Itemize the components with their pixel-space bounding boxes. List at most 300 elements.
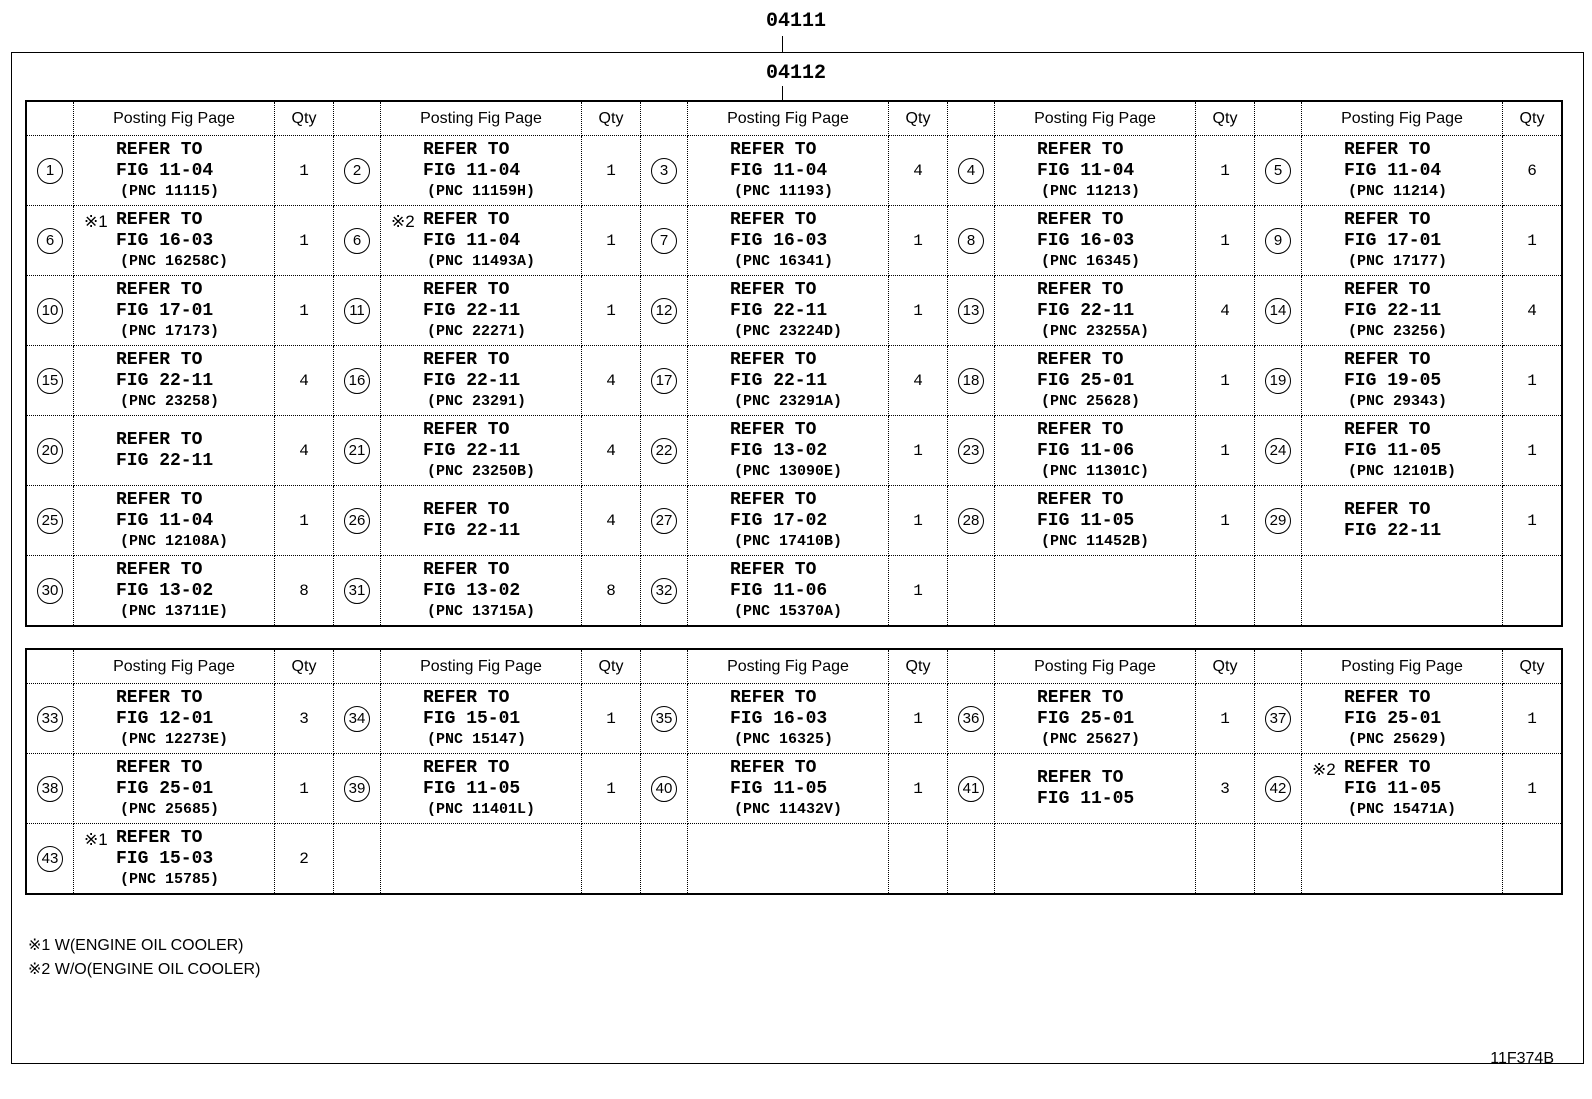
pnc-number: (PNC 15471A) [1348,800,1457,818]
fig-page: FIG 22-11 [116,370,214,391]
pnc-number: (PNC 11401L) [427,800,536,818]
header-blank [334,649,381,684]
item-number: 5 [1265,158,1291,184]
qty-cell [1196,276,1255,346]
qty-cell [1503,276,1563,346]
table-row [26,416,1562,486]
pnc-number: (PNC 23291A) [734,392,843,410]
qty-value: 1 [606,301,616,320]
item-number: 30 [37,578,63,604]
reference-text [1302,688,1502,750]
item-number: 17 [651,368,677,394]
fig-page: FIG 22-11 [1037,300,1135,321]
item-number: 35 [651,706,677,732]
reference-cell [381,416,582,486]
qty-value: 1 [1527,231,1537,250]
qty-cell [889,206,948,276]
reference-text [74,350,274,412]
fig-page: FIG 15-01 [423,708,521,729]
qty-cell [582,824,641,895]
fig-page: FIG 22-11 [423,370,521,391]
header-blank [26,101,74,136]
refer-to-label: REFER TO [1037,489,1124,510]
pnc-number: (PNC 17177) [1348,252,1448,270]
item-number-cell [1255,346,1302,416]
pnc-number: (PNC 16325) [734,730,834,748]
item-number: 25 [37,508,63,534]
header-qty: Qty [275,649,334,684]
item-number-cell [641,416,688,486]
item-number: 7 [651,228,677,254]
item-number: 11 [344,298,370,324]
pnc-number: (PNC 23256) [1348,322,1448,340]
qty-value: 1 [299,779,309,798]
item-number: 41 [958,776,984,802]
reference-text [74,758,274,820]
pnc-number: (PNC 25627) [1041,730,1141,748]
qty-cell [275,486,334,556]
item-number-cell [26,346,74,416]
qty-cell [1503,206,1563,276]
item-number: 26 [344,508,370,534]
refer-to-label: REFER TO [1344,757,1431,778]
header-posting: Posting Fig Page [381,101,582,136]
qty-cell [582,556,641,627]
pnc-number: (PNC 29343) [1348,392,1448,410]
fig-page: FIG 11-05 [1037,510,1135,531]
pnc-number: (PNC 13090E) [734,462,843,480]
reference-text [74,688,274,750]
reference-text [688,210,888,272]
fig-page: FIG 17-01 [116,300,214,321]
header-qty: Qty [1196,101,1255,136]
reference-text [995,350,1195,412]
reference-text [995,688,1195,750]
qty-cell [582,276,641,346]
reference-text [688,688,888,750]
qty-cell [1503,346,1563,416]
refer-to-label: REFER TO [1037,349,1124,370]
figure-id: 11F374B [1490,1050,1554,1067]
reference-cell [74,276,275,346]
qty-value: 1 [299,161,309,180]
refer-to-label: REFER TO [423,139,510,160]
reference-cell [74,754,275,824]
pnc-number: (PNC 25628) [1041,392,1141,410]
refer-to-label: REFER TO [730,349,817,370]
reference-cell [688,824,889,895]
qty-value: 1 [913,511,923,530]
table-row [26,346,1562,416]
header-qty: Qty [1196,649,1255,684]
qty-value: 8 [299,581,309,600]
header-posting: Posting Fig Page [74,101,275,136]
item-number-cell [26,206,74,276]
reference-cell [995,276,1196,346]
qty-cell [275,416,334,486]
reference-text [995,768,1195,810]
item-number-cell [26,136,74,206]
header-blank [1255,101,1302,136]
header-row [26,101,1562,136]
reference-cell [74,824,275,895]
qty-cell [275,556,334,627]
pnc-number: (PNC 11432V) [734,800,843,818]
fig-page: FIG 22-11 [116,450,214,471]
fig-page: FIG 22-11 [730,370,828,391]
reference-text [381,280,581,342]
item-number-cell [1255,556,1302,627]
pnc-number: (PNC 17173) [120,322,220,340]
reference-text [1302,140,1502,202]
item-number: 10 [37,298,63,324]
fig-page: FIG 11-05 [1344,440,1442,461]
pnc-number: (PNC 23255A) [1041,322,1150,340]
qty-cell [889,346,948,416]
pnc-number: (PNC 13715A) [427,602,536,620]
qty-cell [1196,346,1255,416]
header-blank [26,649,74,684]
item-number-cell [641,754,688,824]
qty-cell [1503,416,1563,486]
item-number: 22 [651,438,677,464]
refer-to-label: REFER TO [423,687,510,708]
header-qty: Qty [582,101,641,136]
item-number-cell [641,556,688,627]
reference-cell [74,486,275,556]
refer-to-label: REFER TO [1344,209,1431,230]
reference-cell [381,276,582,346]
pnc-number: (PNC 16258C) [120,252,229,270]
reference-cell [688,486,889,556]
reference-cell [688,136,889,206]
qty-cell [889,416,948,486]
item-number-cell [334,276,381,346]
qty-cell [1196,136,1255,206]
fig-page: FIG 11-05 [423,778,521,799]
fig-page: FIG 25-01 [116,778,214,799]
reference-table-2 [25,648,1563,895]
fig-page: FIG 13-02 [116,580,214,601]
table-row [26,754,1562,824]
header-blank [641,101,688,136]
fig-page: FIG 19-05 [1344,370,1442,391]
fig-page: FIG 22-11 [730,300,828,321]
qty-value: 1 [606,161,616,180]
item-number: 29 [1265,508,1291,534]
qty-value: 1 [1220,709,1230,728]
pnc-number: (PNC 11193) [734,182,834,200]
footnote-2: ※2 W/O(ENGINE OIL COOLER) [28,961,261,978]
header-blank [334,101,381,136]
refer-to-label: REFER TO [116,209,203,230]
note-mark: ※2 [1312,759,1336,779]
item-number-cell [948,136,995,206]
qty-cell [275,346,334,416]
qty-cell [582,486,641,556]
item-number-cell [1255,754,1302,824]
reference-text [1302,420,1502,482]
fig-page: FIG 22-11 [423,300,521,321]
header-blank [641,649,688,684]
fig-page: FIG 13-02 [730,440,828,461]
item-number-cell [334,206,381,276]
item-number: 40 [651,776,677,802]
reference-text [688,560,888,622]
header-posting: Posting Fig Page [688,101,889,136]
item-number: 19 [1265,368,1291,394]
reference-text [381,420,581,482]
reference-text [381,500,581,542]
leader-line [782,86,783,101]
pnc-number: (PNC 11214) [1348,182,1448,200]
reference-cell [74,346,275,416]
header-qty: Qty [889,101,948,136]
reference-cell [995,684,1196,754]
footnotes [28,934,260,982]
qty-value: 4 [1527,301,1537,320]
reference-cell [1302,556,1503,627]
qty-value: 1 [606,231,616,250]
qty-cell [1503,556,1563,627]
qty-value: 6 [1527,161,1537,180]
pnc-number: (PNC 17410B) [734,532,843,550]
item-number-cell [641,276,688,346]
qty-value: 1 [606,709,616,728]
item-number-cell [641,346,688,416]
refer-to-label: REFER TO [730,489,817,510]
fig-page: FIG 13-02 [423,580,521,601]
pnc-number: (PNC 15785) [120,870,220,888]
fig-page: FIG 11-04 [1344,160,1442,181]
fig-page: FIG 16-03 [730,230,828,251]
refer-to-label: REFER TO [730,279,817,300]
qty-cell [582,416,641,486]
item-number-cell [641,206,688,276]
item-number: 20 [37,438,63,464]
header-posting: Posting Fig Page [74,649,275,684]
pnc-number: (PNC 23250B) [427,462,536,480]
item-number: 21 [344,438,370,464]
reference-cell [74,206,275,276]
refer-to-label: REFER TO [1344,139,1431,160]
item-number: 27 [651,508,677,534]
qty-cell [889,824,948,895]
refer-to-label: REFER TO [423,349,510,370]
qty-cell [1196,206,1255,276]
qty-cell [889,486,948,556]
reference-cell [1302,486,1503,556]
reference-cell [381,136,582,206]
refer-to-label: REFER TO [423,209,510,230]
item-number: 3 [651,158,677,184]
item-number-cell [948,754,995,824]
item-number-cell [948,486,995,556]
qty-value: 1 [1527,371,1537,390]
reference-cell [381,346,582,416]
refer-to-label: REFER TO [423,419,510,440]
fig-page: FIG 11-04 [1037,160,1135,181]
qty-value: 3 [1220,779,1230,798]
fig-page: FIG 17-01 [1344,230,1442,251]
qty-value: 1 [299,301,309,320]
reference-text [1302,758,1502,820]
reference-text [995,210,1195,272]
item-number-cell [948,346,995,416]
reference-text [688,140,888,202]
reference-text [688,420,888,482]
qty-value: 1 [1527,441,1537,460]
header-blank [1255,649,1302,684]
reference-text [381,210,581,272]
item-number: 6 [37,228,63,254]
reference-cell [74,684,275,754]
qty-value: 1 [1527,511,1537,530]
pnc-number: (PNC 23224D) [734,322,843,340]
reference-text [74,140,274,202]
reference-text [1302,280,1502,342]
fig-page: FIG 22-11 [1344,520,1442,541]
qty-cell [1196,824,1255,895]
pnc-number: (PNC 11115) [120,182,220,200]
reference-cell [1302,276,1503,346]
reference-text [74,490,274,552]
qty-value: 4 [606,511,616,530]
footnote-1: ※1 W(ENGINE OIL COOLER) [28,937,244,954]
item-number-cell [1255,486,1302,556]
note-mark: ※1 [84,829,108,849]
item-number-cell [334,754,381,824]
qty-value: 1 [913,581,923,600]
qty-cell [1503,684,1563,754]
table-row [26,556,1562,627]
fig-page: FIG 11-06 [1037,440,1135,461]
reference-cell [381,206,582,276]
refer-to-label: REFER TO [1344,687,1431,708]
refer-to-label: REFER TO [116,429,203,450]
item-number: 31 [344,578,370,604]
qty-value: 1 [1527,779,1537,798]
item-number-cell [26,486,74,556]
item-number: 39 [344,776,370,802]
item-number: 42 [1265,776,1291,802]
qty-value: 1 [606,779,616,798]
reference-table-1 [25,100,1563,627]
qty-cell [275,684,334,754]
reference-text [995,490,1195,552]
pnc-number: (PNC 22271) [427,322,527,340]
qty-cell [1196,486,1255,556]
item-number: 14 [1265,298,1291,324]
fig-page: FIG 11-04 [730,160,828,181]
table-row [26,206,1562,276]
reference-text [74,828,274,890]
item-number-cell [948,206,995,276]
reference-cell [995,486,1196,556]
item-number: 18 [958,368,984,394]
qty-cell [275,754,334,824]
qty-value: 8 [606,581,616,600]
qty-value: 1 [913,441,923,460]
reference-text [381,758,581,820]
refer-to-label: REFER TO [1037,687,1124,708]
qty-cell [582,346,641,416]
header-posting: Posting Fig Page [1302,101,1503,136]
reference-text [995,140,1195,202]
pnc-number: (PNC 16341) [734,252,834,270]
reference-text [74,430,274,472]
header-qty: Qty [1503,101,1563,136]
item-number-cell [26,416,74,486]
pnc-number: (PNC 12273E) [120,730,229,748]
header-posting: Posting Fig Page [381,649,582,684]
qty-cell [582,684,641,754]
fig-page: FIG 11-04 [423,160,521,181]
refer-to-label: REFER TO [423,757,510,778]
reference-cell [995,824,1196,895]
header-row [26,649,1562,684]
item-number: 37 [1265,706,1291,732]
reference-text [995,420,1195,482]
item-number-cell [641,136,688,206]
qty-cell [275,824,334,895]
refer-to-label: REFER TO [1037,279,1124,300]
qty-cell [889,754,948,824]
refer-to-label: REFER TO [116,349,203,370]
reference-text [381,560,581,622]
qty-value: 4 [299,371,309,390]
item-number: 15 [37,368,63,394]
reference-cell [995,556,1196,627]
table-row [26,276,1562,346]
qty-cell [1196,684,1255,754]
item-number: 34 [344,706,370,732]
qty-value: 1 [1220,511,1230,530]
reference-cell [688,346,889,416]
pnc-number: (PNC 15370A) [734,602,843,620]
qty-value: 1 [299,511,309,530]
qty-cell [275,276,334,346]
qty-cell [582,754,641,824]
qty-value: 4 [299,441,309,460]
qty-cell [582,206,641,276]
qty-value: 4 [606,441,616,460]
qty-value: 4 [913,161,923,180]
pnc-number: (PNC 23258) [120,392,220,410]
header-posting: Posting Fig Page [995,101,1196,136]
item-number-cell [948,276,995,346]
item-number-cell [26,754,74,824]
item-number-cell [26,824,74,895]
reference-cell [995,416,1196,486]
item-number: 12 [651,298,677,324]
refer-to-label: REFER TO [423,499,510,520]
header-blank [948,649,995,684]
qty-value: 1 [913,231,923,250]
qty-cell [889,556,948,627]
refer-to-label: REFER TO [116,489,203,510]
refer-to-label: REFER TO [1037,139,1124,160]
pnc-number: (PNC 11493A) [427,252,536,270]
item-number-cell [948,556,995,627]
item-number-cell [26,556,74,627]
qty-value: 1 [1527,709,1537,728]
item-number-cell [334,416,381,486]
reference-cell [688,276,889,346]
reference-cell [1302,346,1503,416]
qty-cell [1196,416,1255,486]
item-number-cell [334,556,381,627]
